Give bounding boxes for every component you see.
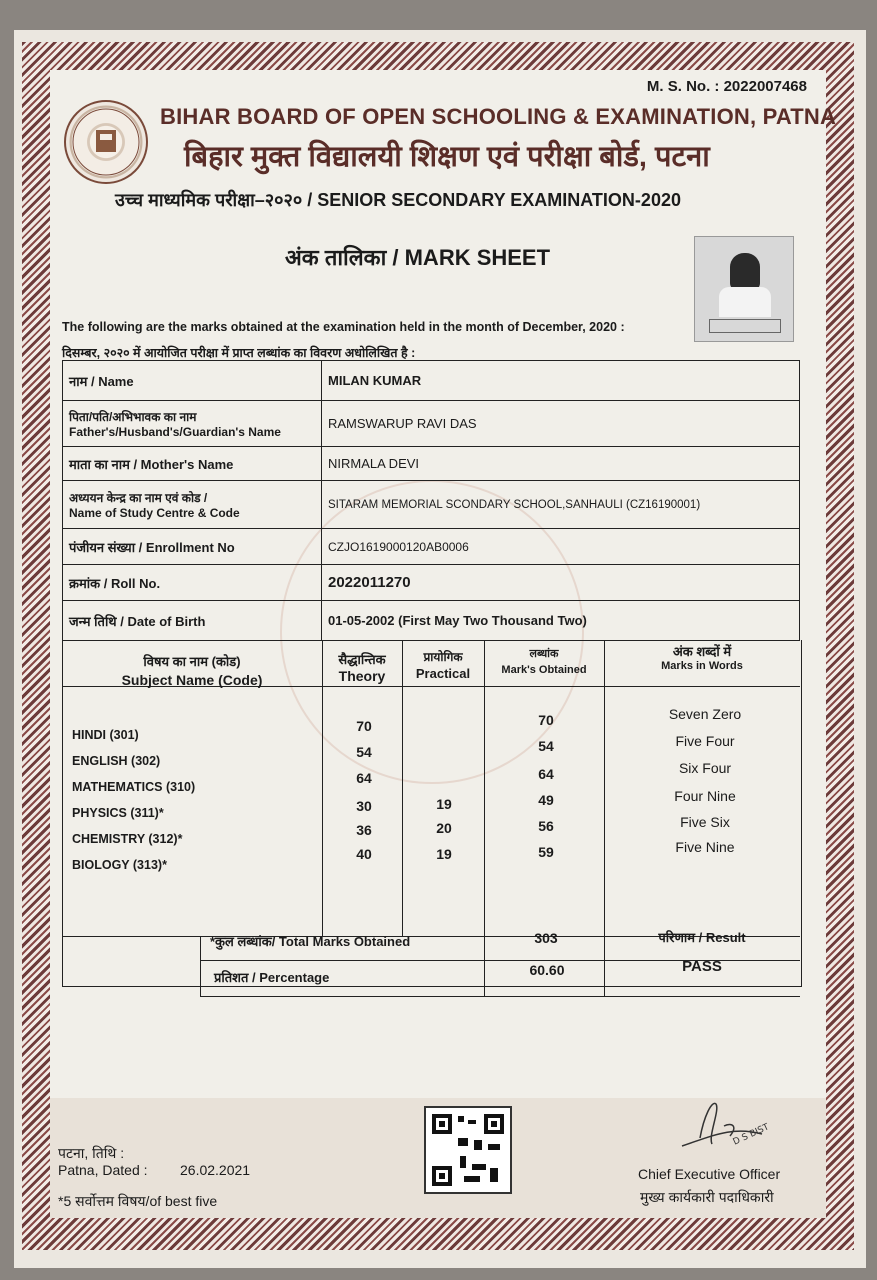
theory-mark: 54 bbox=[356, 744, 372, 760]
detail-row bbox=[63, 361, 800, 401]
detail-value: CZJO1619000120AB0006 bbox=[322, 529, 800, 565]
detail-value: SITARAM MEMORIAL SCONDARY SCHOOL,SANHAULI (CZ16190001) bbox=[322, 481, 800, 529]
marks-in-words: Five Four bbox=[675, 733, 735, 749]
detail-value: MILAN KUMAR bbox=[322, 361, 800, 401]
words-header-hindi: अंक शब्दों में bbox=[672, 644, 732, 659]
result-value: PASS bbox=[682, 958, 722, 975]
officer-title-hindi: मुख्य कार्यकारी पदाधिकारी bbox=[640, 1189, 774, 1205]
practical-header-hindi: प्रायोगिक bbox=[423, 650, 463, 664]
obtained-mark: 59 bbox=[538, 844, 554, 860]
detail-value: NIRMALA DEVI bbox=[322, 447, 800, 481]
detail-row bbox=[63, 447, 800, 481]
subject-name: ENGLISH (302) bbox=[72, 754, 161, 768]
detail-value: RAMSWARUP RAVI DAS bbox=[322, 401, 800, 447]
obtained-mark: 70 bbox=[538, 712, 554, 728]
detail-value: 01-05-2002 (First May Two Thousand Two) bbox=[322, 601, 800, 641]
signature-text: D S BIST bbox=[731, 1122, 771, 1148]
exam-title: उच्च माध्यमिक परीक्षा–२०२० / SENIOR SECONDARY EXAMINATION-2020 bbox=[115, 190, 681, 210]
detail-label: पंजीयन संख्या / Enrollment No bbox=[63, 529, 322, 565]
detail-row bbox=[63, 401, 800, 447]
detail-row bbox=[63, 529, 800, 565]
total-marks-value: 303 bbox=[534, 930, 558, 946]
theory-mark: 36 bbox=[356, 822, 372, 838]
best-five-note: *5 सर्वोत्तम विषय/of best five bbox=[58, 1193, 218, 1209]
board-title-english: BIHAR BOARD OF OPEN SCHOOLING & EXAMINATION, PATNA bbox=[160, 104, 837, 129]
obtained-header-hindi: लब्धांक bbox=[529, 648, 559, 660]
obtained-mark: 64 bbox=[538, 766, 554, 782]
detail-label: माता का नाम / Mother's Name bbox=[63, 447, 322, 481]
practical-mark: 20 bbox=[436, 820, 452, 836]
ms-number: M. S. No. : 2022007468 bbox=[646, 78, 807, 95]
marks-in-words: Four Nine bbox=[674, 788, 736, 804]
theory-header: Theory bbox=[338, 668, 386, 684]
marks-in-words: Five Six bbox=[680, 814, 730, 830]
total-marks-label: *कुल लब्धांक/ Total Marks Obtained bbox=[210, 934, 411, 949]
detail-label: अध्ययन केन्द्र का नाम एवं कोड / Name of Study Centre & Code bbox=[63, 481, 322, 529]
subject-name: CHEMISTRY (312)* bbox=[72, 832, 183, 846]
qr-code-icon bbox=[424, 1106, 512, 1194]
place-hindi: पटना, तिथि : bbox=[58, 1145, 125, 1161]
photo-signature bbox=[709, 319, 781, 333]
obtained-mark: 54 bbox=[538, 738, 554, 754]
intro-hindi: दिसम्बर, २०२० में आयोजित परीक्षा में प्राप्त लब्धांक का विवरण अधोलिखित है : bbox=[62, 346, 416, 360]
practical-header: Practical bbox=[415, 666, 471, 681]
detail-label: नाम / Name bbox=[63, 361, 322, 401]
detail-value: 2022011270 bbox=[322, 565, 800, 601]
mark-sheet-title: अंक तालिका / MARK SHEET bbox=[285, 245, 551, 270]
theory-mark: 64 bbox=[356, 770, 372, 786]
student-details-table bbox=[62, 360, 800, 641]
place-label: Patna, Dated : bbox=[58, 1162, 148, 1178]
words-header: Marks in Words bbox=[661, 660, 743, 672]
practical-mark: 19 bbox=[436, 846, 452, 862]
obtained-mark: 49 bbox=[538, 792, 554, 808]
theory-mark: 30 bbox=[356, 798, 372, 814]
officer-title: Chief Executive Officer bbox=[638, 1166, 781, 1182]
marks-in-words: Six Four bbox=[678, 760, 732, 776]
percentage-value: 60.60 bbox=[529, 962, 565, 978]
theory-mark: 40 bbox=[356, 846, 372, 862]
detail-label: पिता/पति/अभिभावक का नाम Father's/Husband's/Guardian's Name bbox=[63, 401, 322, 447]
practical-mark: 19 bbox=[436, 796, 452, 812]
marks-in-words: Seven Zero bbox=[668, 706, 742, 722]
subject-name: PHYSICS (311)* bbox=[72, 806, 164, 820]
subject-header-hindi: विषय का नाम (कोड) bbox=[143, 654, 241, 669]
subject-name: MATHEMATICS (310) bbox=[72, 780, 196, 794]
detail-row bbox=[63, 565, 800, 601]
detail-row bbox=[63, 601, 800, 641]
obtained-header: Mark's Obtained bbox=[501, 664, 587, 676]
detail-label: जन्म तिथि / Date of Birth bbox=[63, 601, 322, 641]
marks-in-words: Five Nine bbox=[675, 839, 735, 855]
signature bbox=[672, 1096, 782, 1156]
obtained-mark: 56 bbox=[538, 818, 554, 834]
intro-english: The following are the marks obtained at the examination held in the month of December, 2020 : bbox=[62, 320, 625, 334]
subject-name: BIOLOGY (313)* bbox=[72, 858, 167, 872]
subject-name: HINDI (301) bbox=[72, 728, 139, 742]
percentage-label: प्रतिशत / Percentage bbox=[214, 970, 330, 985]
result-label: परिणाम / Result bbox=[658, 930, 746, 945]
subject-header: Subject Name (Code) bbox=[121, 672, 263, 688]
student-photo bbox=[694, 236, 794, 342]
detail-row bbox=[63, 481, 800, 529]
board-seal-icon bbox=[64, 100, 148, 184]
theory-mark: 70 bbox=[356, 718, 372, 734]
issue-date: 26.02.2021 bbox=[180, 1162, 251, 1178]
theory-header-hindi: सैद्धान्तिक bbox=[338, 652, 386, 667]
board-title-hindi: बिहार मुक्त विद्यालयी शिक्षण एवं परीक्षा बोर्ड, पटना bbox=[184, 141, 710, 173]
detail-label: क्रमांक / Roll No. bbox=[63, 565, 322, 601]
